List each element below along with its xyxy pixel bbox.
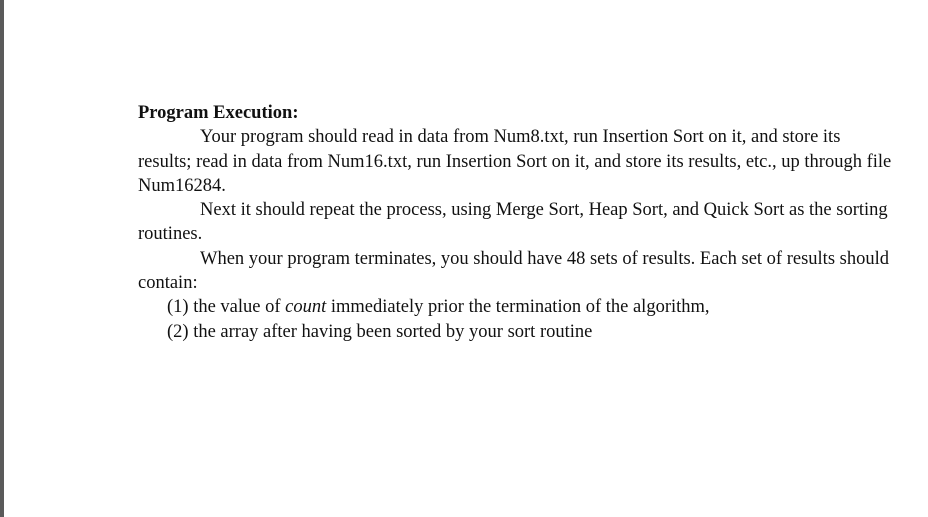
paragraph-2: Next it should repeat the process, using Merge Sort, Heap Sort, and Quick Sort as the sorting routines. [138,200,888,245]
window-left-border [0,0,4,517]
list-item-1-suffix: immediately prior the termination of the algorithm, [326,297,710,318]
document-body [138,101,898,344]
list-item-1-prefix: (1) the value of [167,297,286,318]
section-heading: Program Execution: [138,103,299,123]
list-item-1 [138,295,898,319]
list-item-2-text: (2) the array after having been sorted by your sort routine [167,321,593,342]
paragraph-1: Your program should read in data from Num8.txt, run Insertion Sort on it, and store its results; read in data from Num16.txt, run Insertion Sort on it, and store its results, etc., up through file Num16284. [138,127,892,196]
list-item-2 [138,320,898,344]
paragraph-3: When your program terminates, you should have 48 sets of results. Each set of results should contain: [138,248,889,294]
list-item-1-emphasis: count [285,297,327,318]
